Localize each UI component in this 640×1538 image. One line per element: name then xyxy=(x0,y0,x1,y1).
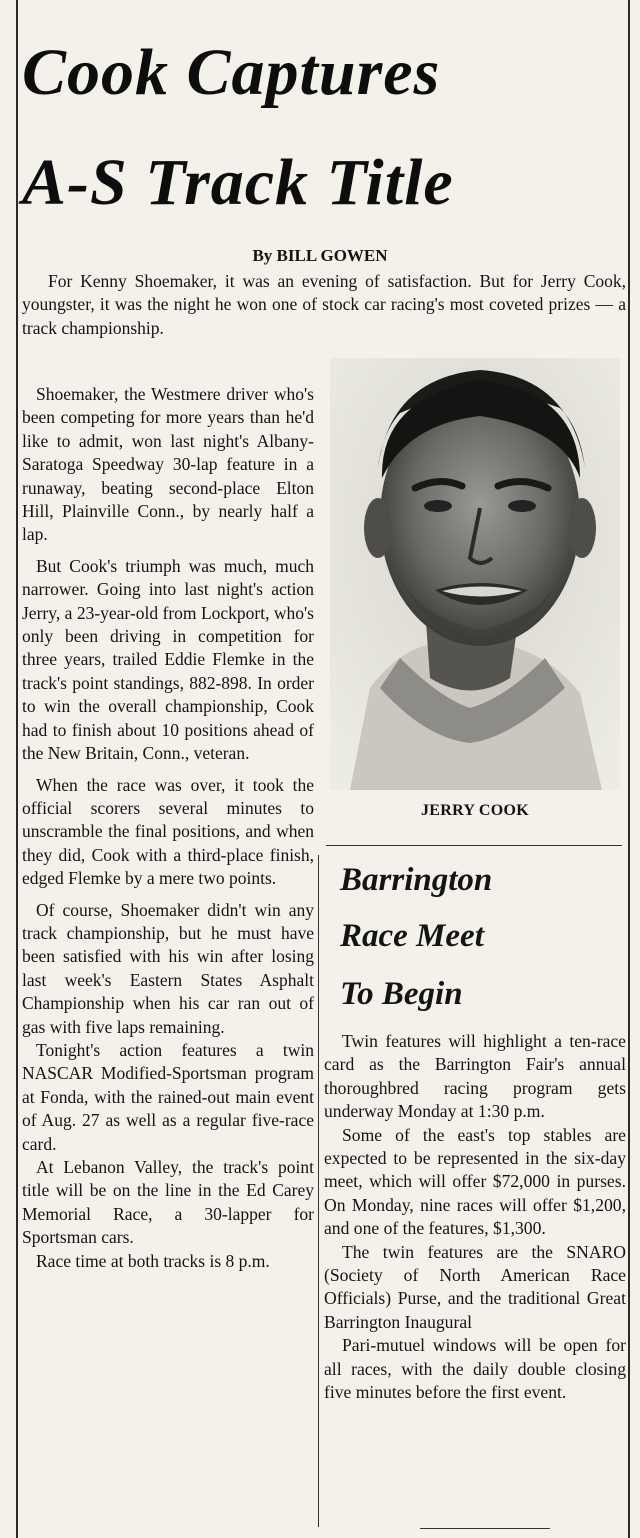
article-paragraph: But Cook's triumph was much, much narrower. Going into last night's action Jerry, a 23-year-old from Lockport, who's only been driving in competition for three years, trailed Eddie Flemke in the track's point standings, 882-898. In order to win the overall championship, Cook had to finish about 10 positions ahead of the New Britain, Conn., veteran. xyxy=(22,555,314,764)
article-paragraph: Shoemaker, the Westmere driver who's been competing for more years than he'd like to admit, won last night's Albany-Saratoga Speedway 30-lap feature in a runaway, beating second-place Elton Hill, Plainville Conn., by nearly half a lap. xyxy=(22,384,314,545)
sidebar-paragraph: Twin features will highlight a ten-race card as the Barrington Fair's annual thoroughbred racing program gets underway Monday at 1:30 p.m. xyxy=(324,1031,626,1122)
sidebar-headline-line-2: Race Meet xyxy=(340,918,484,954)
column-border-right xyxy=(628,0,630,1538)
photo-caption: JERRY COOK xyxy=(420,802,530,819)
sidebar-paragraph: The twin features are the SNARO (Society of North American Race Officials) Purse, and the traditional Great Barrington Inaugural xyxy=(324,1241,626,1332)
portrait-photo xyxy=(330,358,620,790)
headline-line-2: A-S Track Title xyxy=(22,146,454,219)
column-border-left xyxy=(16,0,18,1538)
sidebar-article xyxy=(324,1030,626,1405)
article-column-left xyxy=(22,383,314,1273)
article-paragraph: Tonight's action features a twin NASCAR Modified-Sportsman program at Fonda, with the rained-out main event of Aug. 27 as well as a regular five-race card. xyxy=(22,1039,314,1154)
sidebar-top-rule xyxy=(326,845,622,846)
sidebar-headline-line-1: Barrington xyxy=(340,862,493,898)
sidebar-paragraph: Some of the east's top stables are expected to be represented in the six-day meet, which will offer $72,000 in purses. On Monday, nine races will offer $1,200, and one of the features, $1,300. xyxy=(324,1124,626,1239)
footer-rule xyxy=(420,1528,550,1529)
column-divider xyxy=(318,855,319,1527)
article-paragraph: Race time at both tracks is 8 p.m. xyxy=(36,1250,270,1271)
sidebar-paragraph: Pari-mutuel windows will be open for all races, with the daily double closing five minutes before the first event. xyxy=(324,1335,626,1403)
lead-paragraph: For Kenny Shoemaker, it was an evening of satisfaction. But for Jerry Cook, youngster, it was the night he won one of stock car racing's most coveted prizes — a track championship. xyxy=(22,271,626,338)
article-paragraph: At Lebanon Valley, the track's point title will be on the line in the Ed Carey Memorial Race, a 30-lapper for Sportsman cars. xyxy=(22,1157,314,1248)
article-paragraph: When the race was over, it took the official scorers several minutes to unscramble the final positions, and when they did, Cook with a third-place finish, edged Flemke by a mere two points. xyxy=(22,774,314,889)
article-paragraph: Of course, Shoemaker didn't win any track championship, but he must have been satisfied with his win after losing last week's Eastern States Asphalt Championship when his car ran out of gas with five laps remaining. xyxy=(22,899,314,1037)
byline: By BILL GOWEN xyxy=(252,246,388,265)
headline-line-1: Cook Captures xyxy=(22,36,441,109)
sidebar-headline-line-3: To Begin xyxy=(340,976,463,1012)
